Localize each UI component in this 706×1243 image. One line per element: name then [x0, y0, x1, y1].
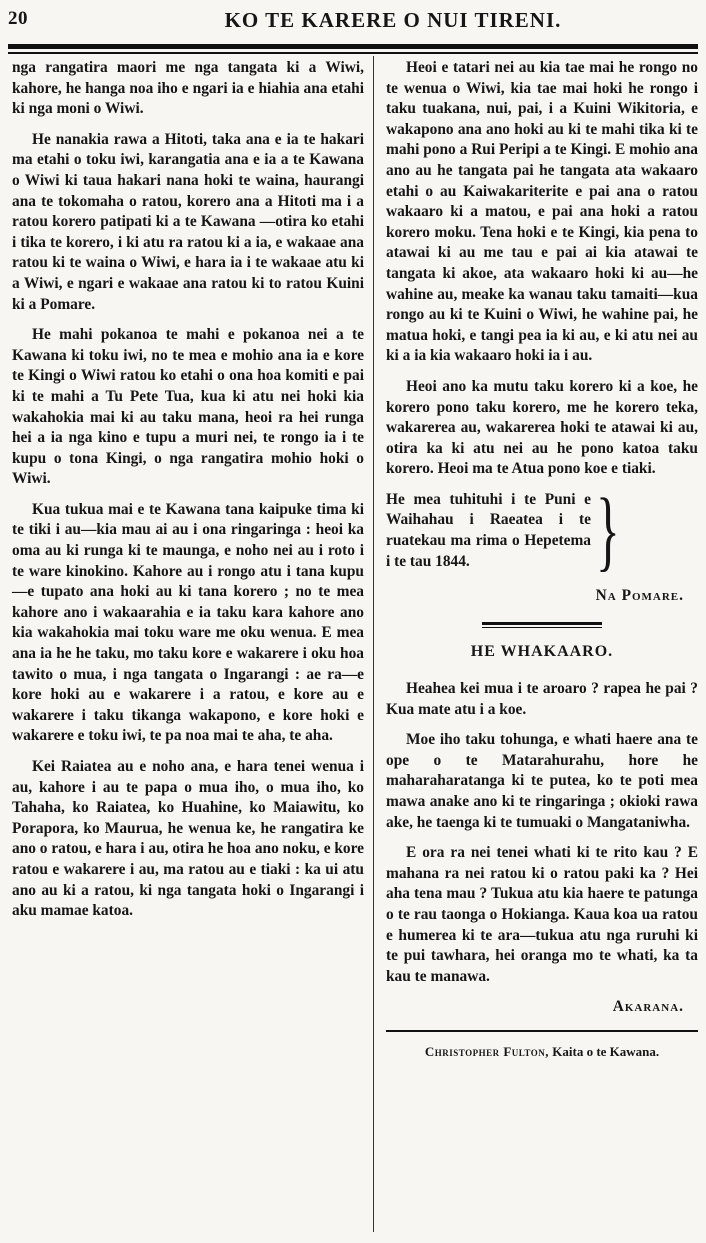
masthead-title: KO TE KARERE O NUI TIRENI.: [224, 8, 562, 32]
left-paragraph-3: He mahi pokanoa te mahi e pokanoa nei a te Kawana ki toku iwi, no te mea e mohio ana ia e kore te Kingi o Wiwi ratou ko etahi o ona hoa komiti e pai ki te mahi a Tu Pete Tua, kua ki atu nei hoki kia wakahokia mai ki au taku mana, heoi ra hei runga hei a ia nga kino e tupu a muri nei, te rongo ia i te kupu o tona Kingi, o nga rangatira mohio hoki o Wiwi.: [12, 326, 364, 488]
left-paragraph-5: Kei Raiatea au e noho ana, e hara tenei wenua i au, kahore i au te papa o mua iho, o mua iho, ko Tahaha, ko Raiatea, ko Huahine, ko Maiawitu, ko Porapora, ko Maurua, he wenua ke, he rangatira ke ano o ratou, e hara i au, otira he hoa ano noku, e kore ratou e wakarere i au, ma ratou au e tiaki : ka ui atu ano au ki a ratou, ki nga tangata hoki o Ingarangi i aku mamae katoa.: [12, 758, 365, 920]
letter-signature: Na Pomare.: [595, 586, 684, 604]
poem-paragraph-2: Moe iho taku tohunga, e whati haere ana te ope o te Matarahurahu, hore he maharaharatanga ki te putea, ko te poti mea mawa anake ano ki te ringaringa ; okioki rawa ake, he taenga ki te tumuaki o Mangataniwha.: [386, 731, 698, 831]
right-column: [386, 58, 698, 1063]
section-title: HE WHAKAARO.: [470, 643, 614, 661]
left-paragraph-1: nga rangatira maori me nga tangata ki a Wiwi, kahore, he hanga noa iho e ngari ia e hiahia ana etahi ki nga moni o Wiwi.: [12, 59, 364, 118]
header-rule: [8, 44, 698, 54]
left-column: [12, 58, 364, 932]
left-paragraph-4: Kua tukua mai e te Kawana tana kaipuke tima ki te tiki i au—kia mau ai au i ona ringaringa : heoi ka oma au ki runga ki te maunga, e noho nei au i roto i te ware kinokino. Kahore au i rongo atu i tana kupu—e tupato ana hoki au ki tana korero ; no te mea kahore ano i wakaarahia e ia taku kara kahore ano kia wakahokia mai toku ware me oku wenua. E mea ana ia he he taku, mo taku kore e wakarere i oku hoa tawito o mua, i nga tangata o Ingarangi : ae ra—e kore hoki au e wakarere i a ratou, e kore au e wakarere i taku tikanga wakapono, e kore hoki e wakarere e toku iwi, te pa noa mai te aha, te aha.: [12, 500, 364, 745]
section-divider-rule: [482, 622, 602, 628]
printer-imprint: [386, 1042, 698, 1063]
right-paragraph-2: Heoi ano ka mutu taku korero ki a koe, he korero pono taku korero, me he korero teka, wakarerea au, wakarerea hoki te atawai ki au, otira ka ki atu nei au he pono katoa taku korero. Heoi ma te Atua pono koe e tiaki.: [386, 377, 698, 478]
right-paragraph-1: Heoi e tatari nei au kia tae mai he rongo no te wenua o Wiwi, kia tae mai hoki he rongo i taku tuakana, nui, pai, i a Kuini Wikitoria, e wakapono ana ano hoki au ki te mahi tika ki te mahi pono a Rui Peripi a te Kingi. E mohio ana ano au he tangata pai he tangata ata wakaaro etahi o au Kaiwakariterite e pai ana o ratou wakaaro ki a matou, e pai ana hoki a ratou korero moku. Tena hoki e te Kingi, kia pena to atawai ki au me tau e pai ai kia atawai te tangata ki akoe, ata wakaaro hoki ki au—he wahine au, meake ka wanau taku tamaiti—kua rongo au ki te Kuini o Wiwi, he wahine pai, he matua hoki, e tangi pea ia ki au, e ki atu nei au ki a ia kia wakaaro hoki ia i au.: [386, 59, 698, 365]
brace-glyph: }: [596, 480, 620, 580]
poem-signature: Akarana.: [612, 998, 684, 1016]
printer-name: Christopher Fulton,: [424, 1043, 550, 1059]
left-paragraph-2: He nanakia rawa a Hitoti, taka ana e ia te hakari ma etahi o toku iwi, karangatia ana e ia a te Kawana o Wiwi ki taua hakari nana hoki te waina, haurangi ana te tokomaha o ratou, korero ana a Hitoti ma i a ratou korero patipati ki a te Kawana —otira ko etahi i tika te korero, i ki atu ra ratou ki a ia, e wakaae ana ratou ki te waina o Wiwi, e hara ia i te wakaae atu ki a Wiwi, e ngari e wakaae ana ratou ki to ratou Kuini ki a Pomare.: [12, 130, 364, 313]
letter-dateline: [386, 480, 698, 580]
page-number: 20: [8, 8, 28, 29]
printer-role: Kaita o te Kawana.: [549, 1043, 660, 1059]
poem-paragraph-1: Heahea kei mua i te aroaro ? rapea he pai ? Kua mate atu i a koe.: [386, 680, 698, 718]
dateline-text: He mea tuhituhi i te Puni e Waihahau i Raeatea i te ruatekau ma rima o Hepetema i te tau 1844.: [386, 490, 591, 570]
imprint-rule: [386, 1030, 698, 1032]
poem-paragraph-3: E ora ra nei tenei whati ki te rito kau ? E mahana ra nei ratou ki o ratou paki ka ? Hei aha tena mau ? Tukua atu kia haere te patunga o te rau taonga o Hokianga. Kaua koa ua ratou e humerea ki te ara—tukua atu nga ruruhi ki te pui tawhara, hei oranga mo te whati, ka ta kau te manawa.: [386, 844, 698, 985]
column-divider: [373, 56, 374, 1232]
page-header: [8, 6, 698, 34]
